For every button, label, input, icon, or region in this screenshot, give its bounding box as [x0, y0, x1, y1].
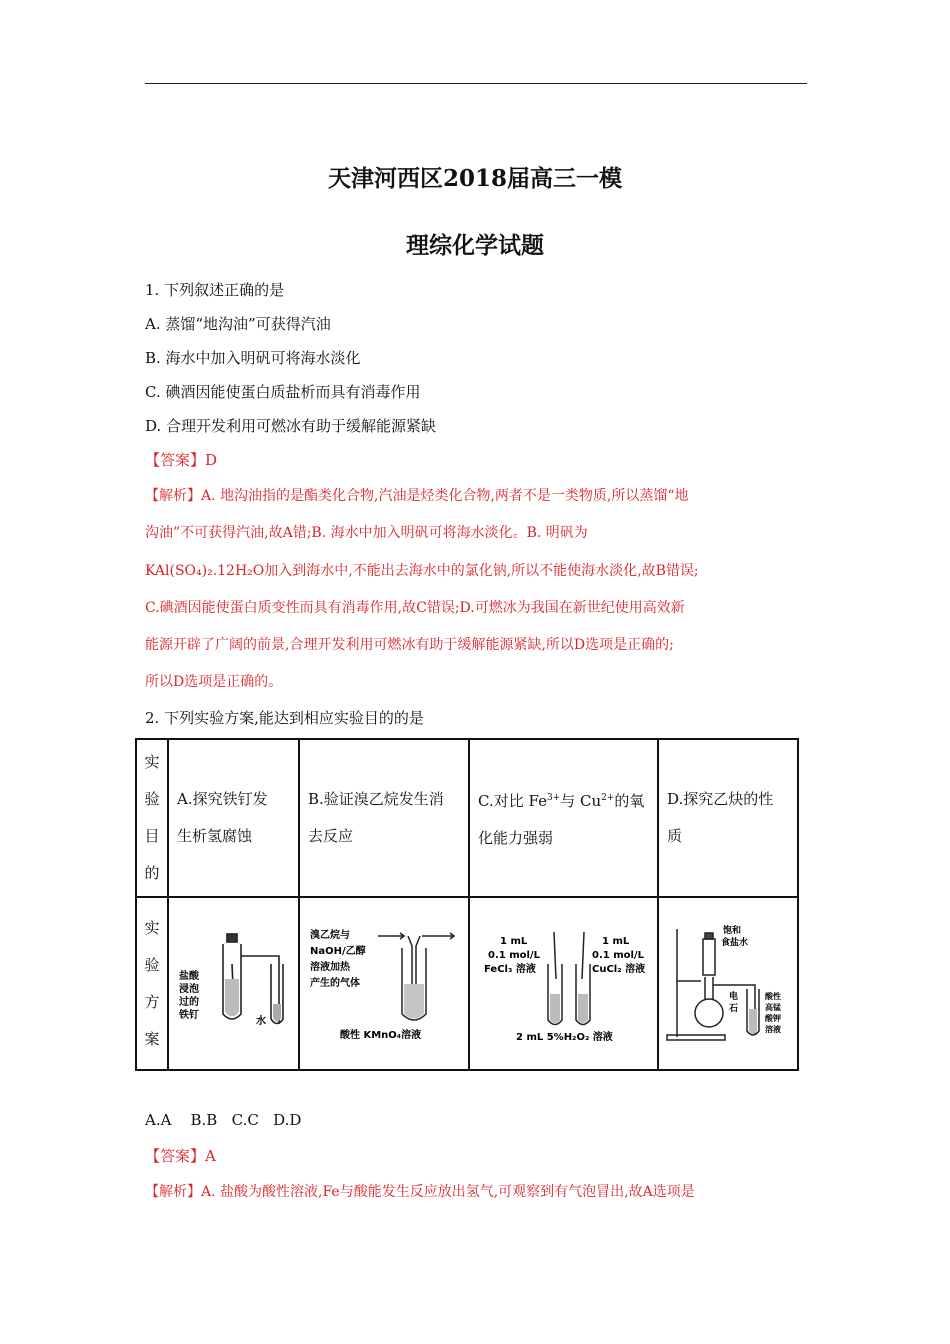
q1-option-a: A. 蒸馏“地沟油”可获得汽油: [145, 315, 331, 333]
q1-analysis-text-1: A. 地沟油指的是酯类化合物,汽油是烃类化合物,两者不是一类物质,所以蒸馏“地: [201, 488, 689, 504]
q1-analysis-line-3: KAl(SO₄)₂.12H₂O加入到海水中,不能出去海水中的氯化钠,所以不能使海水淡化,故B错误;: [145, 563, 699, 579]
apparatus-c-figure: [474, 924, 654, 1044]
header-char: 验: [144, 790, 160, 808]
fig-c-l2: 0.1 mol/L: [487, 949, 540, 961]
q2-purpose-c: [469, 739, 658, 897]
q2-table: [135, 738, 799, 1071]
q1-option-d: D. 合理开发利用可燃冰有助于缓解能源紧缺: [145, 417, 437, 435]
purpose-b-line2: 去反应: [308, 827, 354, 845]
fig-b-l1: 溴乙烷与: [310, 929, 350, 941]
cu-charge: 2+: [601, 792, 615, 803]
q2-analysis-text: A. 盐酸为酸性溶液,Fe与酸能发生反应放出氢气,可观察到有气泡冒出,故A选项是: [201, 1184, 695, 1200]
fig-d-mid2: 石: [729, 1003, 739, 1014]
fig-c-l3: FeCl₃ 溶液: [483, 963, 536, 975]
header-char: 的: [144, 864, 160, 882]
fig-a-label2: 浸泡: [179, 983, 199, 995]
q2-analysis-label: 【解析】: [145, 1184, 201, 1200]
apparatus-b-figure: [304, 924, 464, 1044]
purpose-b-line1: B.验证溴乙烷发生消: [308, 790, 444, 808]
fig-d-right4: 溶液: [765, 1024, 781, 1034]
fig-c-r3: CuCl₂ 溶液: [591, 963, 645, 975]
purpose-c-text-1: C.对比 Fe: [478, 791, 547, 810]
q1-answer-value: D: [205, 451, 218, 469]
fig-d-right3: 酸钾: [765, 1013, 781, 1023]
header-char: 目: [144, 827, 160, 845]
fig-c-l1: 1 mL: [499, 935, 527, 947]
q2-purpose-header: [136, 739, 168, 897]
q1-answer-label: 【答案】: [145, 451, 206, 469]
purpose-d-line1: D.探究乙炔的性: [667, 790, 774, 808]
q2-stem: 2. 下列实验方案,能达到相应实验目的的是: [145, 709, 424, 727]
fig-d-top1: 饱和: [723, 925, 742, 936]
q2-answer-value: A: [205, 1147, 216, 1165]
fig-c-bottom: 2 mL 5%H₂O₂ 溶液: [515, 1031, 613, 1043]
q2-purpose-a: [168, 739, 299, 897]
q1-analysis-label: 【解析】: [145, 488, 201, 504]
fig-b-l4: 产生的气体: [310, 977, 360, 989]
fe-charge: 3+: [546, 792, 561, 803]
fig-c-r1: 1 mL: [601, 935, 629, 947]
fig-d-right2: 高锰: [765, 1002, 781, 1012]
q1-option-c: C. 碘酒因能使蛋白质盐析而具有消毒作用: [145, 383, 421, 401]
q1-stem: 1. 下列叙述正确的是: [145, 281, 285, 299]
q2-purpose-row: [136, 739, 798, 897]
q1-answer: [145, 449, 217, 470]
q2-scheme-c: [469, 897, 658, 1070]
fig-a-label3: 过的: [179, 996, 199, 1008]
fig-b-l3: 溶液加热: [310, 961, 350, 973]
q1-analysis-line-2: 沟油”不可获得汽油,故A错;B. 海水中加入明矾可将海水淡化。B. 明矾为: [145, 525, 588, 541]
q2-answer: [145, 1145, 216, 1166]
q2-scheme-a: [168, 897, 299, 1070]
q1-analysis-line-1: [145, 485, 689, 505]
header-char: 验: [144, 955, 160, 974]
purpose-c-line1: [478, 780, 649, 820]
purpose-d-line2: 质: [667, 827, 683, 845]
q1-option-b: B. 海水中加入明矾可将海水淡化: [145, 349, 361, 367]
q1-analysis-line-5: 能源开辟了广阔的前景,合理开发利用可燃冰有助于缓解能源紧缺,所以D选项是正确的;: [145, 637, 674, 653]
fig-d-mid1: 电: [729, 991, 739, 1002]
purpose-c-text-2: 与 Cu: [560, 791, 602, 810]
fig-a-water: 水: [256, 1015, 266, 1027]
fig-a-label1: 盐酸: [179, 970, 199, 982]
purpose-a-line1: A.探究铁钉发: [177, 790, 268, 808]
header-char: 实: [144, 918, 160, 937]
q1-analysis-line-4: C.碘酒因能使蛋白质变性而具有消毒作用,故C错误;D.可燃冰为我国在新世纪使用高效新: [145, 600, 685, 616]
fig-d-top2: 食盐水: [721, 937, 749, 948]
q1-analysis-line-6: 所以D选项是正确的。: [145, 674, 283, 690]
q2-scheme-b: [299, 897, 469, 1070]
q2-scheme-d: [658, 897, 798, 1070]
fig-d-right1: 酸性: [765, 991, 781, 1001]
apparatus-d-figure: [663, 919, 793, 1049]
apparatus-a-figure: [171, 924, 296, 1044]
header-char: 案: [144, 1029, 160, 1048]
header-char: 实: [144, 753, 160, 771]
q2-analysis: [145, 1181, 695, 1201]
fig-b-bottom: 酸性 KMnO₄溶液: [340, 1029, 422, 1041]
purpose-c-text-3: 的氧: [614, 791, 645, 810]
page-subtitle: 理综化学试题: [406, 232, 544, 259]
fig-b-l2: NaOH/乙醇: [310, 945, 366, 957]
header-rule: [145, 83, 807, 84]
fig-a-label4: 铁钉: [179, 1009, 199, 1021]
page-title: 天津河西区2018届高三一模: [327, 165, 622, 192]
q2-purpose-b: [299, 739, 469, 897]
q2-scheme-row: [136, 897, 798, 1070]
purpose-c-line2: 化能力强弱: [478, 828, 554, 847]
q2-scheme-header: [136, 897, 168, 1070]
q2-choices: A.A B.B C.C D.D: [145, 1111, 302, 1129]
q2-purpose-d: [658, 739, 798, 897]
fig-c-r2: 0.1 mol/L: [591, 949, 644, 961]
q2-answer-label: 【答案】: [145, 1147, 206, 1165]
purpose-a-line2: 生析氢腐蚀: [177, 827, 253, 845]
header-char: 方: [144, 992, 160, 1011]
